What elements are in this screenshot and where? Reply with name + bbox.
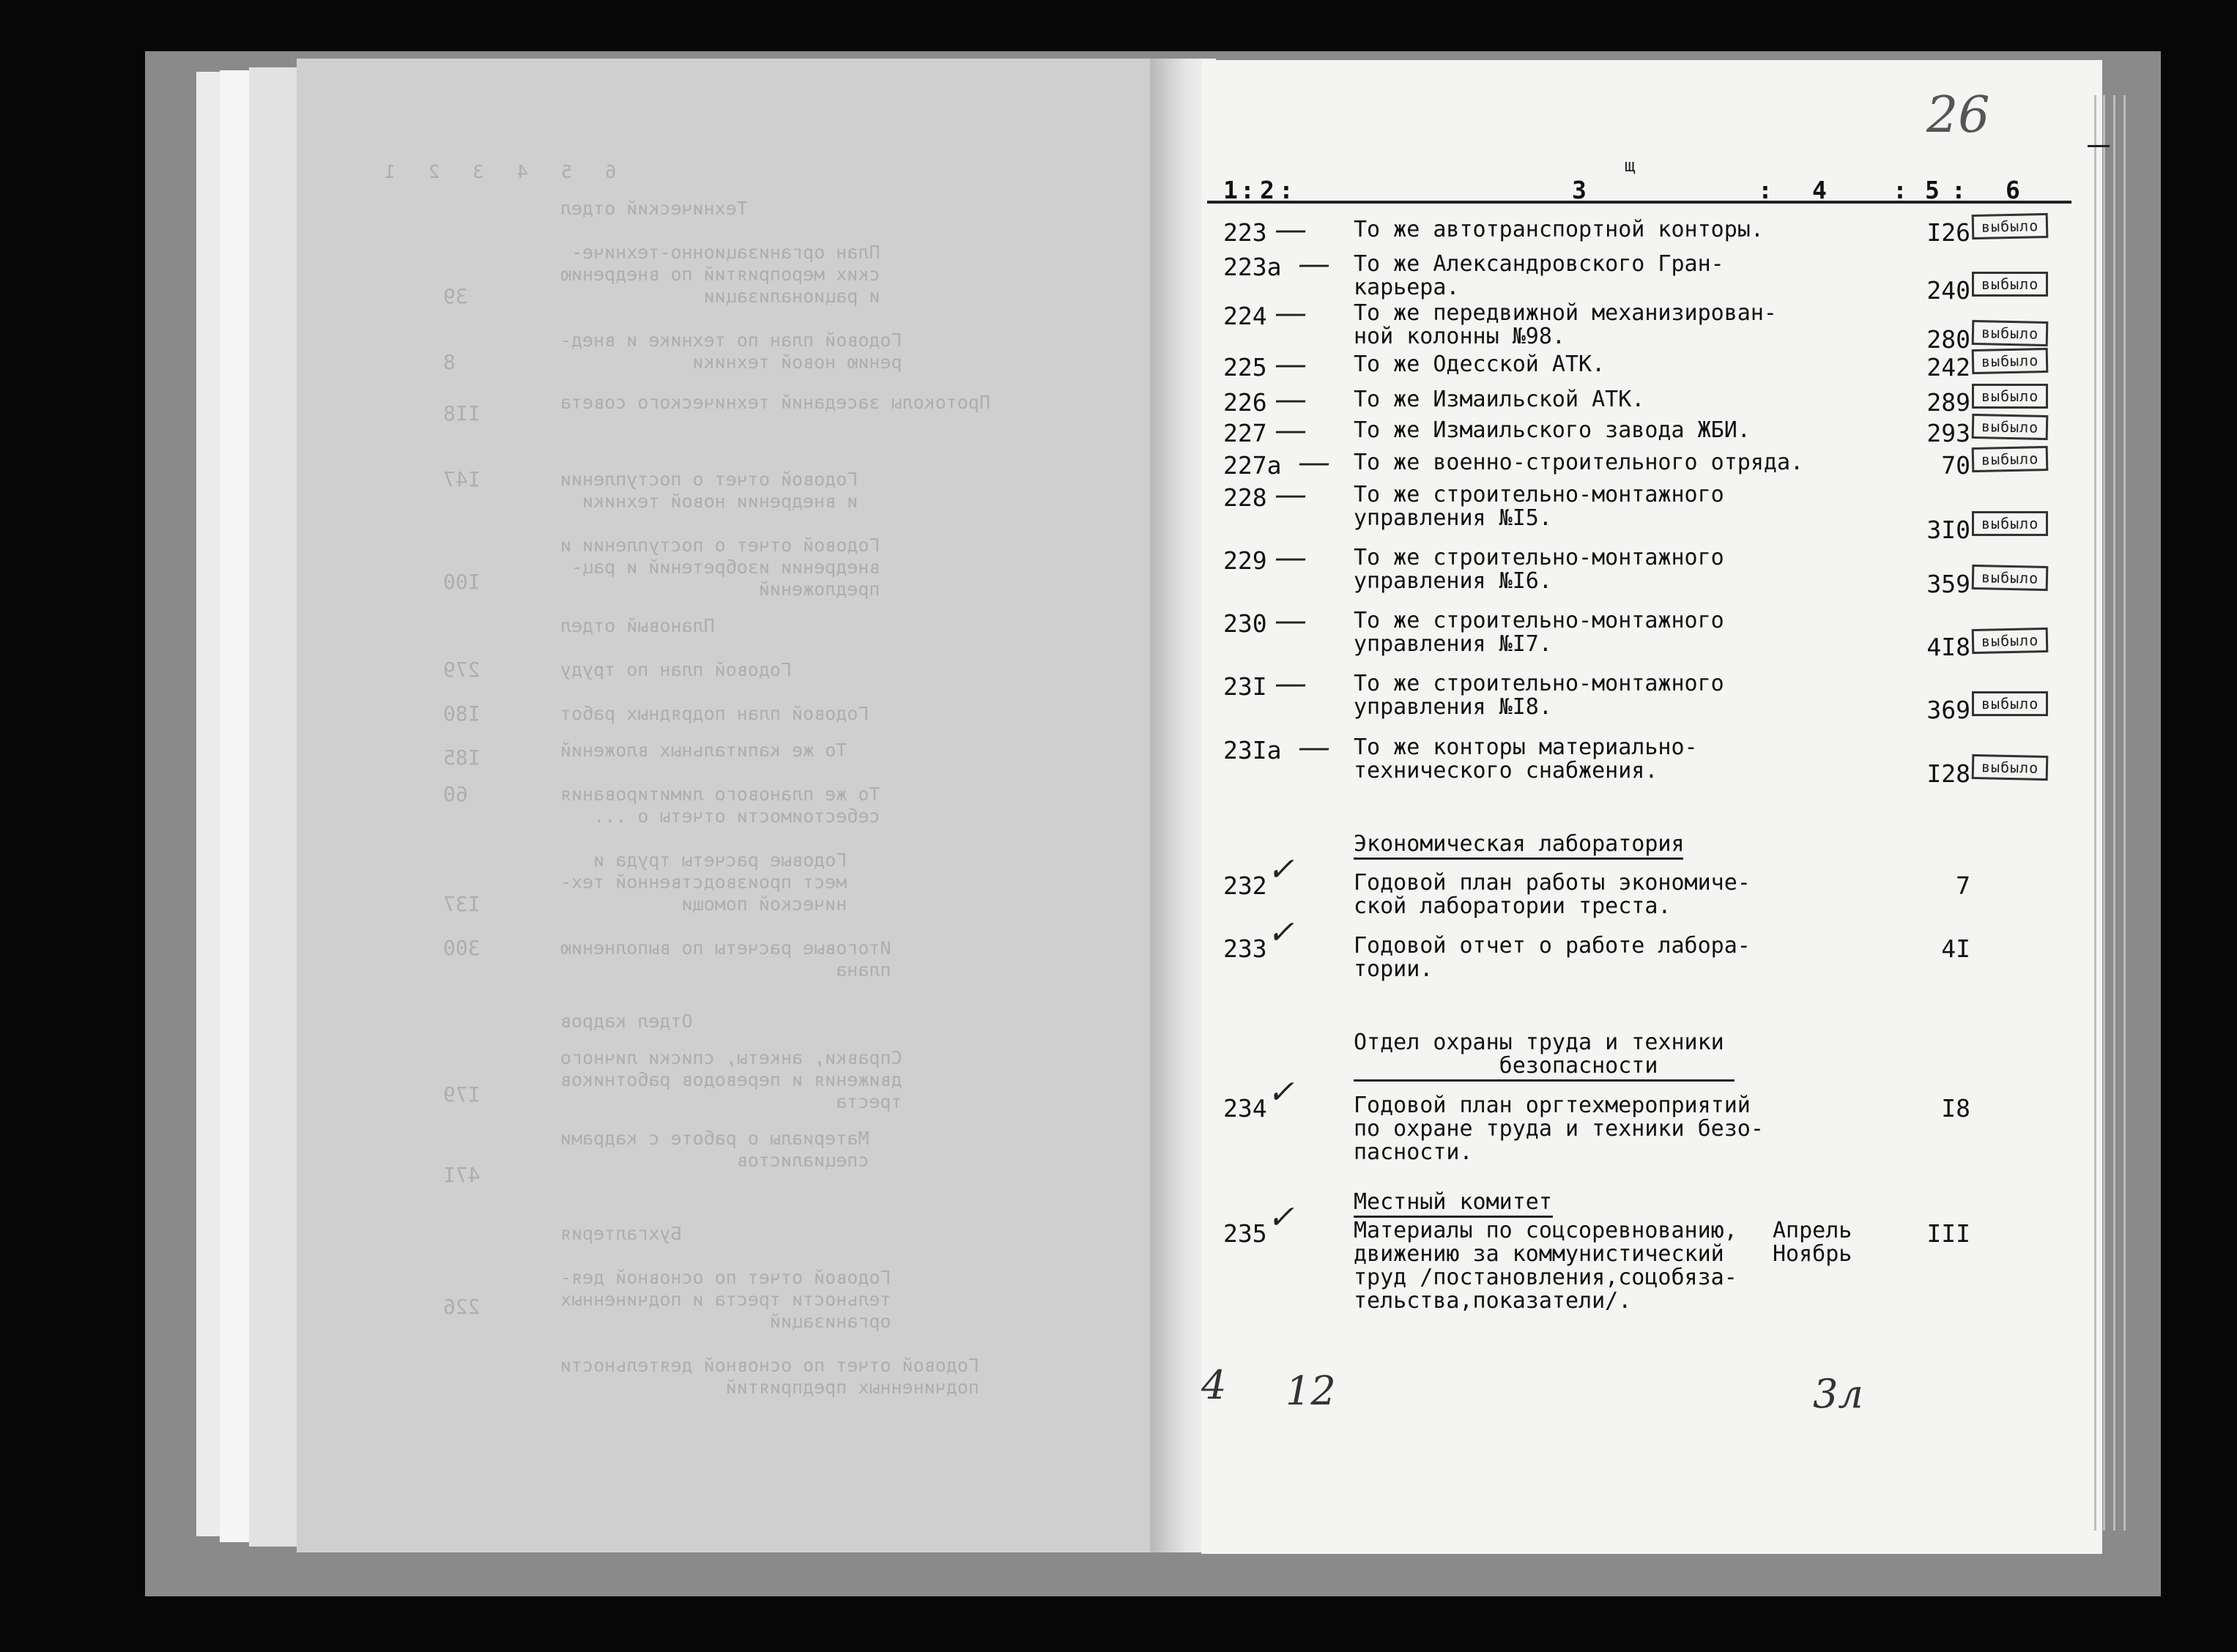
- record-quantity: 4I: [1941, 934, 1970, 963]
- record-quantity: 70: [1941, 451, 1970, 480]
- record-title: То же автотранспортной конторы.: [1354, 217, 1764, 242]
- showthrough-line: Материалы о работе с кадрами специалистов: [560, 1128, 869, 1171]
- showthrough-line: Протоколы заседаний технического совета: [560, 392, 990, 413]
- stamp-vybylo: выбыло: [1972, 628, 2049, 654]
- record-number: 235: [1223, 1219, 1267, 1248]
- check-mark: ✓: [1267, 851, 1294, 888]
- section-underline: [1354, 857, 1683, 860]
- showthrough-header: 6 5 4 3 2 1: [385, 161, 617, 182]
- showthrough-number: I79: [443, 1082, 481, 1106]
- record-number: 227а: [1223, 451, 1282, 480]
- check-mark: ✓: [1267, 914, 1294, 951]
- showthrough-line: Годовой отчет о поступлении и внедрении изобретений и рац- предложений: [560, 535, 880, 600]
- record-date: Апрель Ноябрь: [1773, 1218, 1852, 1267]
- record-number: 226: [1223, 388, 1267, 417]
- showthrough-number: I37: [443, 892, 481, 916]
- record-quantity: I8: [1941, 1094, 1970, 1123]
- record-title: То же строительно-монтажного управления №I7.: [1354, 608, 1724, 657]
- stamp-vybylo: выбыло: [1972, 754, 2049, 781]
- stamp-vybylo: выбыло: [1972, 348, 2049, 374]
- record-number: 23Iа: [1223, 736, 1282, 764]
- section-heading: Экономическая лаборатория: [1354, 831, 1685, 857]
- check-dash: —: [1298, 245, 1330, 283]
- check-dash: —: [1275, 539, 1307, 576]
- record-number: 227: [1223, 419, 1267, 447]
- column-header: 3: [1572, 176, 1587, 204]
- record-quantity: I28: [1926, 759, 1970, 788]
- record-title: Годовой план оргтехмероприятий по охране труда и техники безо- пасности.: [1354, 1093, 1764, 1165]
- record-title: То же строительно-монтажного управления №I8.: [1354, 671, 1724, 720]
- section-underline: [1354, 1079, 1735, 1082]
- record-number: 223а: [1223, 253, 1282, 281]
- record-title: То же Измаильской АТК.: [1354, 387, 1645, 412]
- showthrough-line: Плановый отдел: [560, 615, 715, 636]
- showthrough-number: 39: [443, 284, 468, 308]
- showthrough-number: I00: [443, 570, 481, 594]
- record-quantity: 3I0: [1926, 516, 1970, 544]
- showthrough-number: 8: [443, 350, 456, 374]
- stamp-vybylo: выбыло: [1972, 213, 2049, 239]
- record-quantity: 4I8: [1926, 633, 1970, 661]
- showthrough-number: II8: [443, 401, 481, 425]
- record-number: 23I: [1223, 672, 1267, 701]
- check-dash: —: [1275, 211, 1307, 248]
- showthrough-line: План организационно-техниче- ских мероприятий по внедрению и рационализации: [560, 242, 880, 307]
- record-quantity: I26: [1926, 218, 1970, 247]
- column-header: 2: [1260, 176, 1275, 204]
- showthrough-number: 226: [443, 1295, 481, 1319]
- top-mark: щ: [1625, 155, 1636, 176]
- column-header: 6: [2006, 176, 2020, 204]
- record-title: То же Одесской АТК.: [1354, 351, 1606, 377]
- stamp-vybylo: выбыло: [1972, 320, 2049, 346]
- record-quantity: 242: [1926, 353, 1970, 382]
- check-dash: —: [1275, 412, 1307, 449]
- stamp-vybylo: выбыло: [1972, 691, 2048, 716]
- showthrough-number: I47: [443, 467, 481, 491]
- check-dash: —: [1275, 294, 1307, 332]
- check-dash: —: [1275, 665, 1307, 702]
- showthrough-number: 60: [443, 782, 468, 806]
- handwritten-mark: 4: [1201, 1362, 1227, 1408]
- check-dash: —: [1275, 346, 1307, 383]
- check-dash: —: [1275, 602, 1307, 639]
- showthrough-line: То же капитальных вложений: [560, 740, 847, 761]
- record-title: Годовой отчет о работе лабора- тории.: [1354, 933, 1751, 982]
- record-title: То же конторы материально- технического снабжения.: [1354, 734, 1698, 784]
- showthrough-line: Справки, анкеты, списки личного движения и переводов работников треста: [560, 1047, 902, 1112]
- check-dash: —: [1275, 476, 1307, 513]
- showthrough-number: 47I: [443, 1163, 481, 1187]
- record-number: 234: [1223, 1094, 1267, 1123]
- stamp-vybylo: выбыло: [1972, 414, 2049, 440]
- record-number: 230: [1223, 609, 1267, 638]
- header-top-rule: [2088, 145, 2110, 147]
- column-header: 1: [1223, 176, 1238, 204]
- record-title: То же строительно-монтажного управления №I6.: [1354, 545, 1724, 594]
- showthrough-line: Годовой отчет по основной деятельности подчиненных предприятий: [560, 1355, 979, 1398]
- record-title: То же передвижной механизирован- ной колонны №98.: [1354, 300, 1777, 349]
- check-dash: —: [1298, 444, 1330, 481]
- page-number-handwritten: 26: [1926, 86, 1990, 144]
- showthrough-line: Отдел кадров: [560, 1011, 693, 1032]
- record-quantity: 293: [1926, 419, 1970, 447]
- showthrough-line: Итоговые расчеты по выполнению плана: [560, 937, 891, 981]
- showthrough-number: I85: [443, 745, 481, 770]
- handwritten-mark: 3л: [1813, 1371, 1863, 1417]
- right-page-edges: [2091, 95, 2135, 1530]
- showthrough-number: I80: [443, 702, 481, 726]
- record-quantity: 7: [1956, 871, 1970, 900]
- showthrough-line: Годовой отчет о поступлении и внедрении новой техники: [560, 469, 858, 512]
- showthrough-line: То же планового лимитирования себестоимости отчеты о ...: [560, 784, 880, 827]
- record-number: 229: [1223, 546, 1267, 575]
- record-number: 225: [1223, 353, 1267, 382]
- section-heading: Отдел охраны труда и техники безопасности: [1354, 1030, 1724, 1079]
- stamp-vybylo: выбыло: [1972, 384, 2048, 409]
- showthrough-line: Годовой план по технике и внед- рению новой техники: [560, 330, 902, 373]
- record-number: 228: [1223, 483, 1267, 512]
- showthrough-line: Годовой план подрядных работ: [560, 703, 869, 724]
- showthrough-line: Годовой план по труду: [560, 659, 793, 680]
- handwritten-mark: 12: [1286, 1368, 1336, 1414]
- record-title: То же строительно-монтажного управления №I5.: [1354, 482, 1724, 531]
- check-dash: —: [1275, 381, 1307, 418]
- record-quantity: 369: [1926, 696, 1970, 724]
- column-header: 5: [1925, 176, 1940, 204]
- record-quantity: 359: [1926, 570, 1970, 598]
- record-quantity: 289: [1926, 388, 1970, 417]
- showthrough-number: 279: [443, 658, 481, 682]
- check-mark: ✓: [1267, 1199, 1294, 1236]
- column-header-row: 1 : 2 : 3 : 4 : 5 : 6: [1207, 176, 2071, 204]
- record-title: То же военно-строительного отряда.: [1354, 450, 1804, 475]
- record-title: Материалы по соцсоревнованию, движению за коммунистический труд /постановления,соцобяза- тельства,показатели/.: [1354, 1218, 1737, 1314]
- check-mark: ✓: [1267, 1074, 1294, 1111]
- stamp-vybylo: выбыло: [1972, 565, 2049, 591]
- record-title: То же Измаильского завода ЖБИ.: [1354, 417, 1751, 443]
- record-quantity: 280: [1926, 325, 1970, 354]
- stamp-vybylo: выбыло: [1972, 446, 2049, 472]
- record-number: 233: [1223, 934, 1267, 963]
- record-number: 223: [1223, 218, 1267, 247]
- record-number: 224: [1223, 302, 1267, 330]
- showthrough-line: Бухгалтерия: [560, 1223, 682, 1244]
- stamp-vybylo: выбыло: [1972, 272, 2048, 297]
- showthrough-line: Технический отдел: [560, 198, 748, 219]
- check-dash: —: [1298, 729, 1330, 766]
- record-title: Годовой план работы экономиче- ской лаборатории треста.: [1354, 870, 1751, 919]
- section-heading: Местный комитет: [1354, 1189, 1552, 1215]
- record-quantity: 240: [1926, 276, 1970, 305]
- showthrough-line: Годовые расчеты труда и мест производственной тех- нической помощи: [560, 849, 847, 915]
- showthrough-number: 300: [443, 936, 481, 960]
- record-number: 232: [1223, 871, 1267, 900]
- left-page: [297, 59, 1190, 1552]
- column-header: 4: [1812, 176, 1827, 204]
- stamp-vybylo: выбыло: [1972, 511, 2048, 536]
- showthrough-line: Годовой отчет по основной дея- тельности треста и подчиненных организаций: [560, 1267, 891, 1332]
- record-quantity: III: [1926, 1219, 1970, 1248]
- record-title: То же Александровского Гран- карьера.: [1354, 251, 1724, 300]
